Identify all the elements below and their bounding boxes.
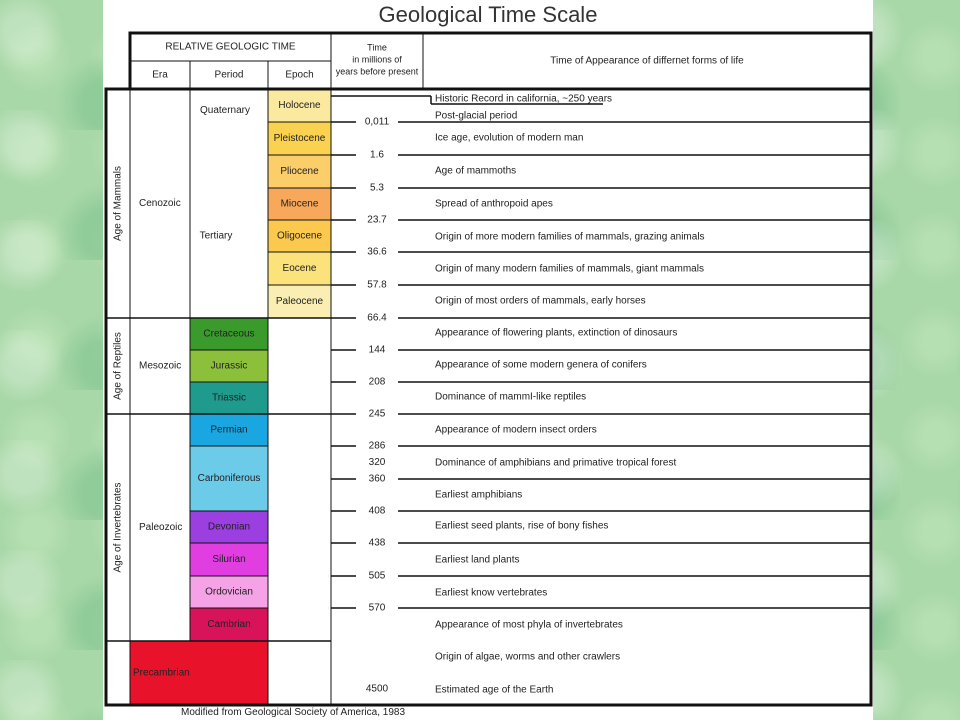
boundary-time: 66.4 <box>367 312 387 324</box>
period-label: Carboniferous <box>197 473 261 485</box>
boundary-time: 245 <box>368 408 386 420</box>
life-header: Time of Appearance of differnet forms of life <box>550 55 744 67</box>
life-event: Appearance of flowering plants, extinction of dinosaurs <box>435 327 678 339</box>
period-label: Tertiary <box>199 230 233 242</box>
life-event: Origin of most orders of mammals, early horses <box>435 295 646 307</box>
period-header: Period <box>214 69 244 81</box>
life-event: Earliest land plants <box>435 554 520 566</box>
life-event: Appearance of modern insect orders <box>435 424 597 436</box>
epoch-label: Pliocene <box>280 166 319 178</box>
boundary-time: 0,011 <box>364 116 390 128</box>
era-label: Precambrian <box>133 667 190 679</box>
historic-record: Historic Record in california, ~250 years <box>435 93 613 105</box>
life-event: Appearance of some modern genera of conifers <box>435 359 647 371</box>
life-event: Estimated age of the Earth <box>435 684 554 696</box>
period-label: Cambrian <box>207 619 251 631</box>
time-header: in millions of <box>352 54 402 65</box>
period-label: Permian <box>210 424 248 436</box>
boundary-time: 1.6 <box>370 149 384 161</box>
boundary-time: 360 <box>368 473 386 485</box>
life-event: Origin of many modern families of mammals, giant mammals <box>435 263 704 275</box>
life-event: Earliest amphibians <box>435 489 523 501</box>
age-group-label: Age of Mammals <box>112 165 124 242</box>
period-label: Quaternary <box>199 105 251 117</box>
boundary-time: 438 <box>368 537 386 549</box>
boundary-time: 23.7 <box>367 214 387 226</box>
era-label: Paleozoic <box>139 522 183 534</box>
epoch-label: Paleocene <box>275 296 324 308</box>
page-sheet <box>103 0 873 720</box>
life-event: Origin of more modern families of mammals, grazing animals <box>435 231 705 243</box>
relative-time-header: RELATIVE GEOLOGIC TIME <box>165 41 296 53</box>
life-event: Post-glacial period <box>435 110 518 122</box>
time-scale-table <box>103 0 873 720</box>
era-label: Mesozoic <box>139 360 182 372</box>
period-label: Triassic <box>211 392 247 404</box>
period-label: Devonian <box>207 521 251 533</box>
time-header: Time <box>367 42 387 53</box>
boundary-time: 5.3 <box>370 182 384 194</box>
life-event: Age of mammoths <box>435 165 517 177</box>
time-header: years before present <box>335 66 419 77</box>
boundary-time: 36.6 <box>367 246 387 258</box>
life-event: Spread of anthropoid apes <box>435 198 553 210</box>
epoch-label: Oligocene <box>276 230 323 242</box>
boundary-time: 208 <box>368 376 386 388</box>
inner-time: 320 <box>368 457 386 469</box>
life-event: Dominance of mammI-like reptiles <box>435 391 587 403</box>
boundary-time: 286 <box>368 440 386 452</box>
epoch-label: Miocene <box>280 198 319 210</box>
age-group-label: Age of Reptiles <box>112 332 124 400</box>
life-event: Earliest know vertebrates <box>435 587 548 599</box>
life-event: Earliest seed plants, rise of bony fishes <box>435 520 609 532</box>
source-note: Modified from Geological Society of America, 1983 <box>181 707 405 718</box>
life-event: Origin of algae, worms and other crawlers <box>435 651 621 663</box>
age-group-label: Age of Invertebrates <box>112 482 124 573</box>
era-label: Cenozoic <box>139 198 181 210</box>
page-title: Geological Time Scale <box>378 2 598 27</box>
life-event: Ice age, evolution of modern man <box>435 132 584 144</box>
epoch-label: Holocene <box>278 100 321 112</box>
period-label: Ordovician <box>205 586 253 598</box>
inner-time: 4500 <box>365 683 389 695</box>
boundary-time: 144 <box>368 344 386 356</box>
era-header: Era <box>152 69 168 81</box>
period-label: Cretaceous <box>203 328 255 340</box>
epoch-label: Pleistocene <box>273 133 326 145</box>
period-label: Silurian <box>212 554 246 566</box>
boundary-time: 408 <box>368 505 386 517</box>
period-label: Jurassic <box>210 360 248 372</box>
epoch-header: Epoch <box>285 69 314 81</box>
boundary-time: 505 <box>368 570 386 582</box>
life-event: Appearance of most phyla of invertebrates <box>435 619 623 631</box>
boundary-time: 57.8 <box>367 279 387 291</box>
boundary-time: 570 <box>368 602 386 614</box>
life-event: Dominance of amphibians and primative tropical forest <box>435 457 677 469</box>
epoch-label: Eocene <box>282 263 317 275</box>
